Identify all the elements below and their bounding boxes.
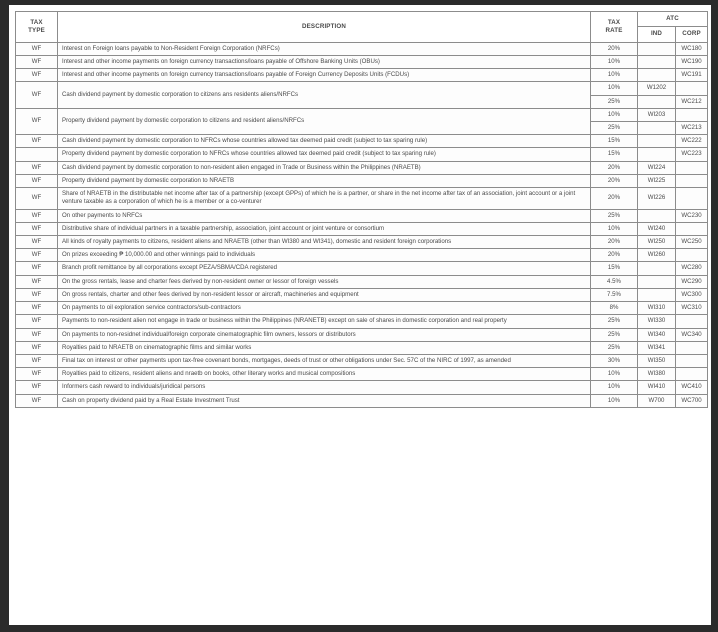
cell-atc-ind: WI250	[638, 236, 676, 249]
cell-atc-corp: WC190	[676, 55, 708, 68]
cell-tax-type: WF	[16, 108, 58, 134]
cell-atc-corp: WC212	[676, 95, 708, 108]
cell-tax-rate: 20%	[591, 42, 638, 55]
cell-tax-type: WF	[16, 354, 58, 367]
cell-tax-rate: 25%	[591, 341, 638, 354]
cell-atc-ind: WI226	[638, 188, 676, 209]
cell-tax-type: WF	[16, 135, 58, 148]
cell-atc-ind	[638, 148, 676, 161]
cell-atc-corp: WC223	[676, 148, 708, 161]
cell-atc-corp: WC280	[676, 262, 708, 275]
cell-atc-ind	[638, 95, 676, 108]
cell-atc-ind: WI340	[638, 328, 676, 341]
cell-tax-type: WF	[16, 288, 58, 301]
cell-description: Share of NRAETB in the distributable net income after tax of a partnership (except GPPs) of which he is a partner, or share in the net income after tax of an association, joint account or a joint venture taxable as a corporation of which he is a member or a co-venturer	[58, 188, 591, 209]
cell-tax-rate: 10%	[591, 394, 638, 407]
table-row	[16, 249, 708, 262]
table-row	[16, 315, 708, 328]
cell-description: On other payments to NRFCs	[58, 209, 591, 222]
cell-tax-type: WF	[16, 262, 58, 275]
cell-atc-corp	[676, 161, 708, 174]
cell-tax-type: WF	[16, 188, 58, 209]
cell-atc-ind: WI330	[638, 315, 676, 328]
cell-tax-rate: 8%	[591, 302, 638, 315]
cell-atc-ind	[638, 135, 676, 148]
cell-atc-corp	[676, 188, 708, 209]
cell-atc-corp: WC180	[676, 42, 708, 55]
cell-atc-ind: WI310	[638, 302, 676, 315]
table-row	[16, 148, 708, 161]
cell-atc-ind	[638, 55, 676, 68]
cell-tax-type: WF	[16, 174, 58, 187]
header-tax-type	[16, 12, 58, 43]
cell-description: Informers cash reward to individuals/juridical persons	[58, 381, 591, 394]
header-atc-ind: IND	[638, 27, 676, 42]
cell-atc-corp: WC250	[676, 236, 708, 249]
table-row	[16, 262, 708, 275]
cell-tax-type: WF	[16, 69, 58, 82]
cell-description: Cash dividend payment by domestic corporation to citizens ans residents aliens/NRFCs	[58, 82, 591, 108]
table-row	[16, 42, 708, 55]
cell-tax-type: WF	[16, 302, 58, 315]
cell-atc-corp	[676, 222, 708, 235]
cell-tax-type	[16, 148, 58, 161]
cell-description: On gross rentals, charter and other fees derived by non-resident lessor or aircraft, machineries and equipment	[58, 288, 591, 301]
cell-tax-type: WF	[16, 328, 58, 341]
header-tax-type-line2: TYPE	[28, 26, 45, 34]
document-sheet	[9, 5, 711, 625]
table-row	[16, 108, 708, 121]
cell-tax-type: WF	[16, 236, 58, 249]
cell-tax-rate: 25%	[591, 95, 638, 108]
cell-tax-rate: 20%	[591, 161, 638, 174]
table-row	[16, 381, 708, 394]
cell-tax-rate: 20%	[591, 188, 638, 209]
header-tax-rate-line1: TAX	[607, 18, 621, 26]
cell-atc-corp	[676, 249, 708, 262]
table-row	[16, 354, 708, 367]
cell-atc-corp: WC290	[676, 275, 708, 288]
cell-atc-corp: WC230	[676, 209, 708, 222]
cell-tax-rate: 20%	[591, 236, 638, 249]
cell-atc-ind: WI410	[638, 381, 676, 394]
cell-description: Interest and other income payments on foreign currency transactions/loans payable of Foreign Currency Deposits Units (FCDUs)	[58, 69, 591, 82]
cell-tax-type: WF	[16, 82, 58, 108]
cell-description: On payments to non-residnet individual/foreign corporate cinematographic film owners, lessors or distributors	[58, 328, 591, 341]
table-row	[16, 328, 708, 341]
cell-description: Interest on Foreign loans payable to Non-Resident Foreign Corporation (NRFCs)	[58, 42, 591, 55]
cell-tax-type: WF	[16, 55, 58, 68]
cell-atc-ind: WI260	[638, 249, 676, 262]
table-row	[16, 161, 708, 174]
cell-tax-type: WF	[16, 368, 58, 381]
cell-atc-corp	[676, 341, 708, 354]
cell-tax-type: WF	[16, 42, 58, 55]
cell-description: Cash dividend payment by domestic corporation to NFRCs whose countries allowed tax deemed paid credit (subject to tax sparing rule)	[58, 135, 591, 148]
cell-tax-type: WF	[16, 249, 58, 262]
header-atc: ATC	[638, 12, 708, 27]
cell-tax-type: WF	[16, 222, 58, 235]
cell-tax-type: WF	[16, 315, 58, 328]
header-tax-rate	[591, 12, 638, 43]
table-body	[16, 42, 708, 407]
cell-atc-ind: WI240	[638, 222, 676, 235]
cell-tax-rate: 10%	[591, 82, 638, 95]
cell-atc-ind	[638, 288, 676, 301]
cell-atc-corp	[676, 354, 708, 367]
cell-atc-corp	[676, 82, 708, 95]
cell-tax-type: WF	[16, 209, 58, 222]
cell-atc-corp: WC191	[676, 69, 708, 82]
cell-atc-ind	[638, 275, 676, 288]
cell-tax-rate: 25%	[591, 122, 638, 135]
cell-description: Property dividend payment by domestic corporation to NRAETB	[58, 174, 591, 187]
cell-atc-ind	[638, 262, 676, 275]
cell-tax-rate: 10%	[591, 381, 638, 394]
cell-atc-ind: WI380	[638, 368, 676, 381]
withholding-tax-atc-table	[15, 11, 708, 408]
cell-description: Distributive share of individual partners in a taxable partnership, association, joint account or joint venture or consortium	[58, 222, 591, 235]
header-tax-type-line1: TAX	[30, 18, 43, 26]
cell-tax-rate: 10%	[591, 222, 638, 235]
table-row	[16, 135, 708, 148]
cell-tax-rate: 10%	[591, 368, 638, 381]
cell-tax-type: WF	[16, 341, 58, 354]
cell-tax-rate: 25%	[591, 315, 638, 328]
cell-tax-rate: 15%	[591, 262, 638, 275]
cell-tax-type: WF	[16, 161, 58, 174]
cell-atc-corp	[676, 108, 708, 121]
cell-atc-corp: WC310	[676, 302, 708, 315]
cell-tax-rate: 25%	[591, 328, 638, 341]
cell-atc-corp: WC700	[676, 394, 708, 407]
cell-description: Royalties paid to citizens, resident aliens and nraetb on books, other literary works and musical compositions	[58, 368, 591, 381]
table-row	[16, 174, 708, 187]
cell-tax-type: WF	[16, 275, 58, 288]
table-row	[16, 222, 708, 235]
cell-tax-rate: 10%	[591, 69, 638, 82]
cell-atc-corp: WC300	[676, 288, 708, 301]
cell-atc-ind: WI225	[638, 174, 676, 187]
cell-atc-corp: WC222	[676, 135, 708, 148]
cell-atc-ind	[638, 69, 676, 82]
cell-tax-rate: 4.5%	[591, 275, 638, 288]
cell-atc-ind: W1202	[638, 82, 676, 95]
cell-description: Cash on property dividend paid by a Real Estate Investment Trust	[58, 394, 591, 407]
table-row	[16, 236, 708, 249]
cell-atc-ind: WI224	[638, 161, 676, 174]
cell-tax-rate: 7.5%	[591, 288, 638, 301]
table-row	[16, 368, 708, 381]
cell-atc-ind	[638, 42, 676, 55]
cell-tax-type: WF	[16, 381, 58, 394]
table-row	[16, 82, 708, 95]
table-row	[16, 288, 708, 301]
cell-atc-ind: W700	[638, 394, 676, 407]
cell-atc-corp: WC213	[676, 122, 708, 135]
table-row	[16, 69, 708, 82]
cell-description: On prizes exceeding ₱ 10,000.00 and other winnings paid to individuals	[58, 249, 591, 262]
header-tax-rate-line2: RATE	[605, 26, 623, 34]
cell-description: Interest and other income payments on foreign currency transactions/loans payable of Offshore Banking Units (OBUs)	[58, 55, 591, 68]
table-row	[16, 394, 708, 407]
cell-atc-ind	[638, 209, 676, 222]
cell-atc-ind	[638, 122, 676, 135]
cell-description: On payments to oil exploration service contractors/sub-contractors	[58, 302, 591, 315]
header-row-top	[16, 12, 708, 27]
cell-description: Property dividend payment by domestic corporation to citizens and resident aliens/NRFCs	[58, 108, 591, 134]
cell-atc-ind: WI203	[638, 108, 676, 121]
cell-description: Royalties paid to NRAETB on cinematographic films and similar works	[58, 341, 591, 354]
cell-description: Branch profit remittance by all corporations except PEZA/SBMA/CDA registered	[58, 262, 591, 275]
cell-tax-rate: 15%	[591, 135, 638, 148]
cell-description: Final tax on interest or other payments upon tax-free covenant bonds, mortgages, deeds of trust or other obligations under Sec. 57C of the NIRC of 1997, as amended	[58, 354, 591, 367]
table-row	[16, 209, 708, 222]
cell-atc-corp	[676, 315, 708, 328]
cell-atc-corp: WC410	[676, 381, 708, 394]
table-header	[16, 12, 708, 43]
table-row	[16, 275, 708, 288]
cell-description: All kinds of royalty payments to citizens, resident aliens and NRAETB (other than WI380 and WI341), domestic and resident foreign corporations	[58, 236, 591, 249]
cell-tax-type: WF	[16, 394, 58, 407]
table-row	[16, 302, 708, 315]
table-row	[16, 341, 708, 354]
cell-tax-rate: 10%	[591, 55, 638, 68]
cell-description: Property dividend payment by domestic corporation to NFRCs whose countries allowed tax deemed paid credit (subject to tax sparing rule)	[58, 148, 591, 161]
table-row	[16, 188, 708, 209]
cell-description: Cash dividend payment by domestic corporation to non-resident alien engaged in Trade or Business within the Philippines (NRAETB)	[58, 161, 591, 174]
table-row	[16, 55, 708, 68]
cell-tax-rate: 25%	[591, 209, 638, 222]
cell-description: Payments to non-resident alien not engage in trade or business within the Philippines (NRANETB) except on sale of shares in domestic corporation and real property	[58, 315, 591, 328]
cell-description: On the gross rentals, lease and charter fees derived by non-resident owner or lessor of foreign vessels	[58, 275, 591, 288]
cell-tax-rate: 10%	[591, 108, 638, 121]
cell-tax-rate: 30%	[591, 354, 638, 367]
cell-atc-corp	[676, 368, 708, 381]
cell-atc-corp	[676, 174, 708, 187]
cell-atc-ind: WI341	[638, 341, 676, 354]
header-atc-corp: CORP	[676, 27, 708, 42]
cell-atc-ind: WI350	[638, 354, 676, 367]
cell-tax-rate: 15%	[591, 148, 638, 161]
cell-tax-rate: 20%	[591, 249, 638, 262]
header-description: DESCRIPTION	[58, 12, 591, 43]
cell-tax-rate: 20%	[591, 174, 638, 187]
cell-atc-corp: WC340	[676, 328, 708, 341]
